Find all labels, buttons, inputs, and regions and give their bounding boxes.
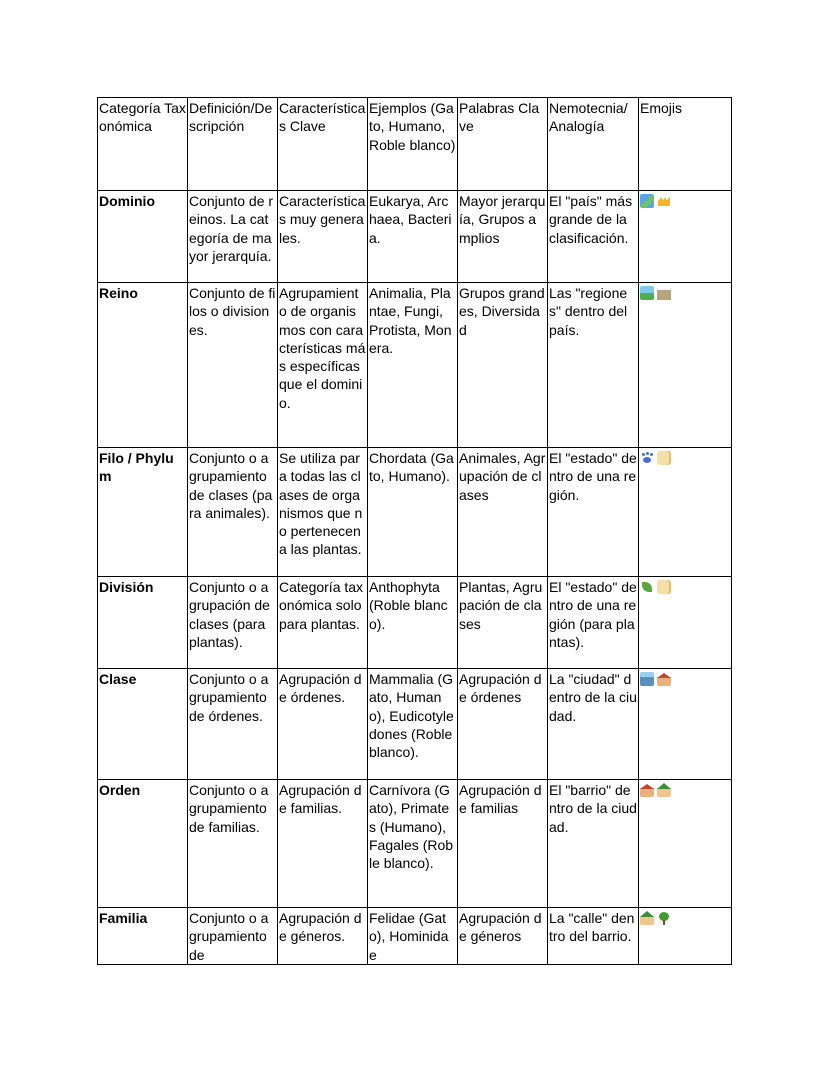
cell-definicion: Conjunto o agrupación de clases (para plantas). [188, 577, 278, 669]
cityscape-icon [640, 672, 654, 686]
cell-ejemplos: Chordata (Gato, Humano). [368, 448, 458, 577]
table-row [98, 191, 732, 283]
cell-emojis [639, 669, 732, 780]
header-definicion: Definición/Descripción [188, 98, 278, 191]
cell-nemotecnia: El "país" más grande de la clasificación. [548, 191, 639, 283]
cell-caracteristicas: Agrupación de géneros. [278, 908, 368, 965]
cell-definicion: Conjunto de reinos. La categoría de mayor jerarquía. [188, 191, 278, 283]
cell-emojis [639, 191, 732, 283]
table-row [98, 669, 732, 780]
house-with-garden-icon [640, 911, 654, 925]
cell-categoria: División [98, 577, 188, 669]
cell-caracteristicas: Categoría taxonómica solo para plantas. [278, 577, 368, 669]
scroll-icon [657, 451, 671, 465]
header-categoria: Categoría Taxonómica [98, 98, 188, 191]
cell-categoria: Orden [98, 780, 188, 908]
house-with-garden-icon [657, 783, 671, 797]
header-palabras: Palabras Clave [458, 98, 548, 191]
cell-nemotecnia: La "ciudad" dentro de la ciudad. [548, 669, 639, 780]
cell-categoria: Dominio [98, 191, 188, 283]
cell-emojis [639, 577, 732, 669]
cell-palabras: Grupos grandes, Diversidad [458, 283, 548, 448]
cell-categoria: Reino [98, 283, 188, 448]
cell-ejemplos: Eukarya, Archaea, Bacteria. [368, 191, 458, 283]
cell-palabras: Agrupación de órdenes [458, 669, 548, 780]
tree-icon [657, 911, 671, 925]
table-row [98, 908, 732, 965]
cell-definicion: Conjunto o agrupamiento de familias. [188, 780, 278, 908]
cell-categoria: Familia [98, 908, 188, 965]
header-caracteristicas: Características Clave [278, 98, 368, 191]
table-row [98, 448, 732, 577]
table-row [98, 283, 732, 448]
cell-ejemplos: Mammalia (Gato, Humano), Eudicotyledones (Roble blanco). [368, 669, 458, 780]
cell-definicion: Conjunto o agrupamiento de clases (para animales). [188, 448, 278, 577]
cell-nemotecnia: El "barrio" dentro de la ciudad. [548, 780, 639, 908]
taxonomy-table [97, 97, 732, 965]
header-emojis: Emojis [639, 98, 732, 191]
cell-nemotecnia: El "estado" dentro de una región (para plantas). [548, 577, 639, 669]
table-row [98, 780, 732, 908]
cell-definicion: Conjunto o agrupamiento de órdenes. [188, 669, 278, 780]
castle-icon [657, 286, 671, 300]
paw-prints-icon [640, 451, 654, 465]
world-map-icon [640, 194, 654, 208]
cell-ejemplos: Animalia, Plantae, Fungi, Protista, Monera. [368, 283, 458, 448]
cell-emojis [639, 780, 732, 908]
cell-ejemplos: Carnívora (Gato), Primates (Humano), Fagales (Roble blanco). [368, 780, 458, 908]
cell-caracteristicas: Agrupamiento de organismos con características más específicas que el dominio. [278, 283, 368, 448]
herb-icon [640, 580, 654, 594]
cell-palabras: Agrupación de géneros [458, 908, 548, 965]
crown-icon [657, 194, 671, 208]
header-ejemplos: Ejemplos (Gato, Humano, Roble blanco) [368, 98, 458, 191]
cell-categoria: Clase [98, 669, 188, 780]
cell-ejemplos: Felidae (Gato), Hominidae [368, 908, 458, 965]
cell-definicion: Conjunto de filos o divisiones. [188, 283, 278, 448]
cell-palabras: Plantas, Agrupación de clases [458, 577, 548, 669]
cell-nemotecnia: La "calle" dentro del barrio. [548, 908, 639, 965]
table-header-row [98, 98, 732, 191]
cell-ejemplos: Anthophyta (Roble blanco). [368, 577, 458, 669]
landscape-icon [640, 286, 654, 300]
cell-definicion: Conjunto o agrupamiento de [188, 908, 278, 965]
cell-caracteristicas: Agrupación de órdenes. [278, 669, 368, 780]
cell-caracteristicas: Se utiliza para todas las clases de organismos que no pertenecen a las plantas. [278, 448, 368, 577]
cell-categoria: Filo / Phylum [98, 448, 188, 577]
cell-emojis [639, 448, 732, 577]
cell-palabras: Mayor jerarquía, Grupos amplios [458, 191, 548, 283]
table-row [98, 577, 732, 669]
cell-caracteristicas: Agrupación de familias. [278, 780, 368, 908]
scroll-icon [657, 580, 671, 594]
cell-palabras: Animales, Agrupación de clases [458, 448, 548, 577]
cell-caracteristicas: Características muy generales. [278, 191, 368, 283]
cell-nemotecnia: El "estado" dentro de una región. [548, 448, 639, 577]
cell-emojis [639, 908, 732, 965]
houses-icon [640, 783, 654, 797]
header-nemotecnia: Nemotecnia/ Analogía [548, 98, 639, 191]
houses-icon [657, 672, 671, 686]
cell-palabras: Agrupación de familias [458, 780, 548, 908]
cell-emojis [639, 283, 732, 448]
cell-nemotecnia: Las "regiones" dentro del país. [548, 283, 639, 448]
